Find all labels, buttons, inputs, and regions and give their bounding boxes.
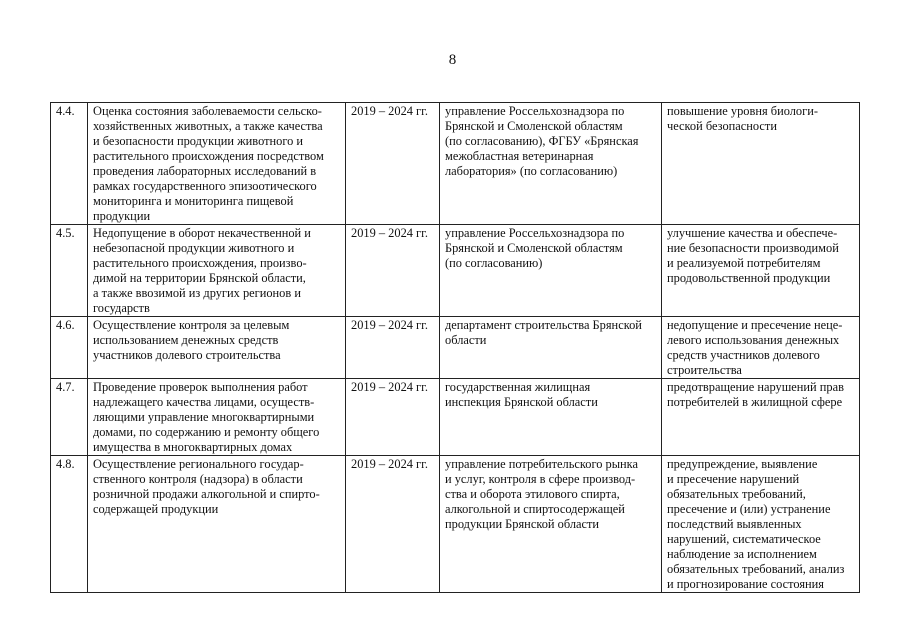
table-row <box>51 317 860 379</box>
text-line: управление Россельхознадзора по <box>445 104 625 118</box>
text-line: предотвращение нарушений прав <box>667 380 844 394</box>
text-line: пресечение и (или) устранение <box>667 502 831 516</box>
text-line: растительного происхождения посредством <box>93 149 324 163</box>
responsible-cell <box>440 103 662 225</box>
result-cell <box>662 225 860 317</box>
text-line: наблюдение за исполнением <box>667 547 817 561</box>
row-number: 4.7. <box>51 379 88 456</box>
text-line: и безопасности продукции животного и <box>93 134 304 148</box>
text-line: участников долевого строительства <box>93 348 281 362</box>
text-line: Осуществление регионального государ- <box>93 457 304 471</box>
period-cell: 2019 – 2024 гг. <box>346 379 440 456</box>
text-line: ние безопасности производимой <box>667 241 839 255</box>
text-line: департамент строительства Брянской <box>445 318 642 332</box>
result-cell <box>662 379 860 456</box>
responsible-cell <box>440 379 662 456</box>
text-line: последствий выявленных <box>667 517 802 531</box>
text-line: а также ввозимой из других регионов и <box>93 286 301 300</box>
text-line: ства и оборота этилового спирта, <box>445 487 620 501</box>
result-cell <box>662 103 860 225</box>
text-line: рамках государственного эпизоотического <box>93 179 317 193</box>
text-line: ственного контроля (надзора) в области <box>93 472 303 486</box>
row-number: 4.8. <box>51 456 88 593</box>
text-line: межобластная ветеринарная <box>445 149 594 163</box>
table-row <box>51 225 860 317</box>
measure-description <box>88 379 346 456</box>
text-line: и услуг, контроля в сфере производ- <box>445 472 636 486</box>
period-cell: 2019 – 2024 гг. <box>346 456 440 593</box>
text-line: строительства <box>667 363 742 377</box>
text-line: потребителей в жилищной сфере <box>667 395 843 409</box>
measure-description <box>88 456 346 593</box>
text-line: и прогнозирование состояния <box>667 577 824 591</box>
text-line: повышение уровня биологи- <box>667 104 818 118</box>
responsible-cell <box>440 456 662 593</box>
result-cell <box>662 456 860 593</box>
text-line: левого использования денежных <box>667 333 840 347</box>
table-row <box>51 456 860 593</box>
text-line: Проведение проверок выполнения работ <box>93 380 308 394</box>
text-line: продовольственной продукции <box>667 271 831 285</box>
text-line: обязательных требований, <box>667 487 806 501</box>
row-number: 4.5. <box>51 225 88 317</box>
period-cell: 2019 – 2024 гг. <box>346 103 440 225</box>
text-line: небезопасной продукции животного и <box>93 241 295 255</box>
text-line: и пресечение нарушений <box>667 472 800 486</box>
row-number: 4.6. <box>51 317 88 379</box>
text-line: государственная жилищная <box>445 380 591 394</box>
measure-description <box>88 225 346 317</box>
text-line: области <box>445 333 487 347</box>
text-line: алкогольной и спиртосодержащей <box>445 502 625 516</box>
row-number: 4.4. <box>51 103 88 225</box>
text-line: предупреждение, выявление <box>667 457 818 471</box>
text-line: инспекция Брянской области <box>445 395 598 409</box>
text-line: недопущение и пресечение неце- <box>667 318 843 332</box>
text-line: использованием денежных средств <box>93 333 279 347</box>
text-line: Осуществление контроля за целевым <box>93 318 290 332</box>
text-line: Брянской и Смоленской областям <box>445 119 623 133</box>
text-line: нарушений, систематическое <box>667 532 821 546</box>
text-line: управление потребительского рынка <box>445 457 638 471</box>
text-line: продукции <box>93 209 151 223</box>
text-line: Недопущение в оборот некачественной и <box>93 226 311 240</box>
responsible-cell <box>440 317 662 379</box>
text-line: государств <box>93 301 150 315</box>
text-line: Брянской и Смоленской областям <box>445 241 623 255</box>
text-line: растительного происхождения, произво- <box>93 256 307 270</box>
measure-description <box>88 103 346 225</box>
text-line: имущества в многоквартирных домах <box>93 440 293 454</box>
text-line: хозяйственных животных, а также качества <box>93 119 323 133</box>
period-cell: 2019 – 2024 гг. <box>346 317 440 379</box>
result-cell <box>662 317 860 379</box>
measures-table <box>50 102 860 593</box>
text-line: (по согласованию), ФГБУ «Брянская <box>445 134 639 148</box>
text-line: содержащей продукции <box>93 502 219 516</box>
measure-description <box>88 317 346 379</box>
text-line: ляющими управление многоквартирными <box>93 410 315 424</box>
text-line: Оценка состояния заболеваемости сельско- <box>93 104 322 118</box>
text-line: домами, по содержанию и ремонту общего <box>93 425 320 439</box>
responsible-cell <box>440 225 662 317</box>
text-line: управление Россельхознадзора по <box>445 226 625 240</box>
text-line: димой на территории Брянской области, <box>93 271 306 285</box>
text-line: средств участников долевого <box>667 348 820 362</box>
table-row <box>51 379 860 456</box>
text-line: надлежащего качества лицами, осуществ- <box>93 395 315 409</box>
text-line: и реализуемой потребителям <box>667 256 821 270</box>
text-line: продукции Брянской области <box>445 517 600 531</box>
page-number: 8 <box>448 52 457 68</box>
text-line: ческой безопасности <box>667 119 777 133</box>
table-row <box>51 103 860 225</box>
text-line: обязательных требований, анализ <box>667 562 845 576</box>
text-line: улучшение качества и обеспече- <box>667 226 838 240</box>
text-line: (по согласованию) <box>445 256 543 270</box>
text-line: розничной продажи алкогольной и спирто- <box>93 487 320 501</box>
period-cell: 2019 – 2024 гг. <box>346 225 440 317</box>
text-line: мониторинга и мониторинга пищевой <box>93 194 294 208</box>
text-line: проведения лабораторных исследований в <box>93 164 317 178</box>
text-line: лаборатория» (по согласованию) <box>445 164 618 178</box>
